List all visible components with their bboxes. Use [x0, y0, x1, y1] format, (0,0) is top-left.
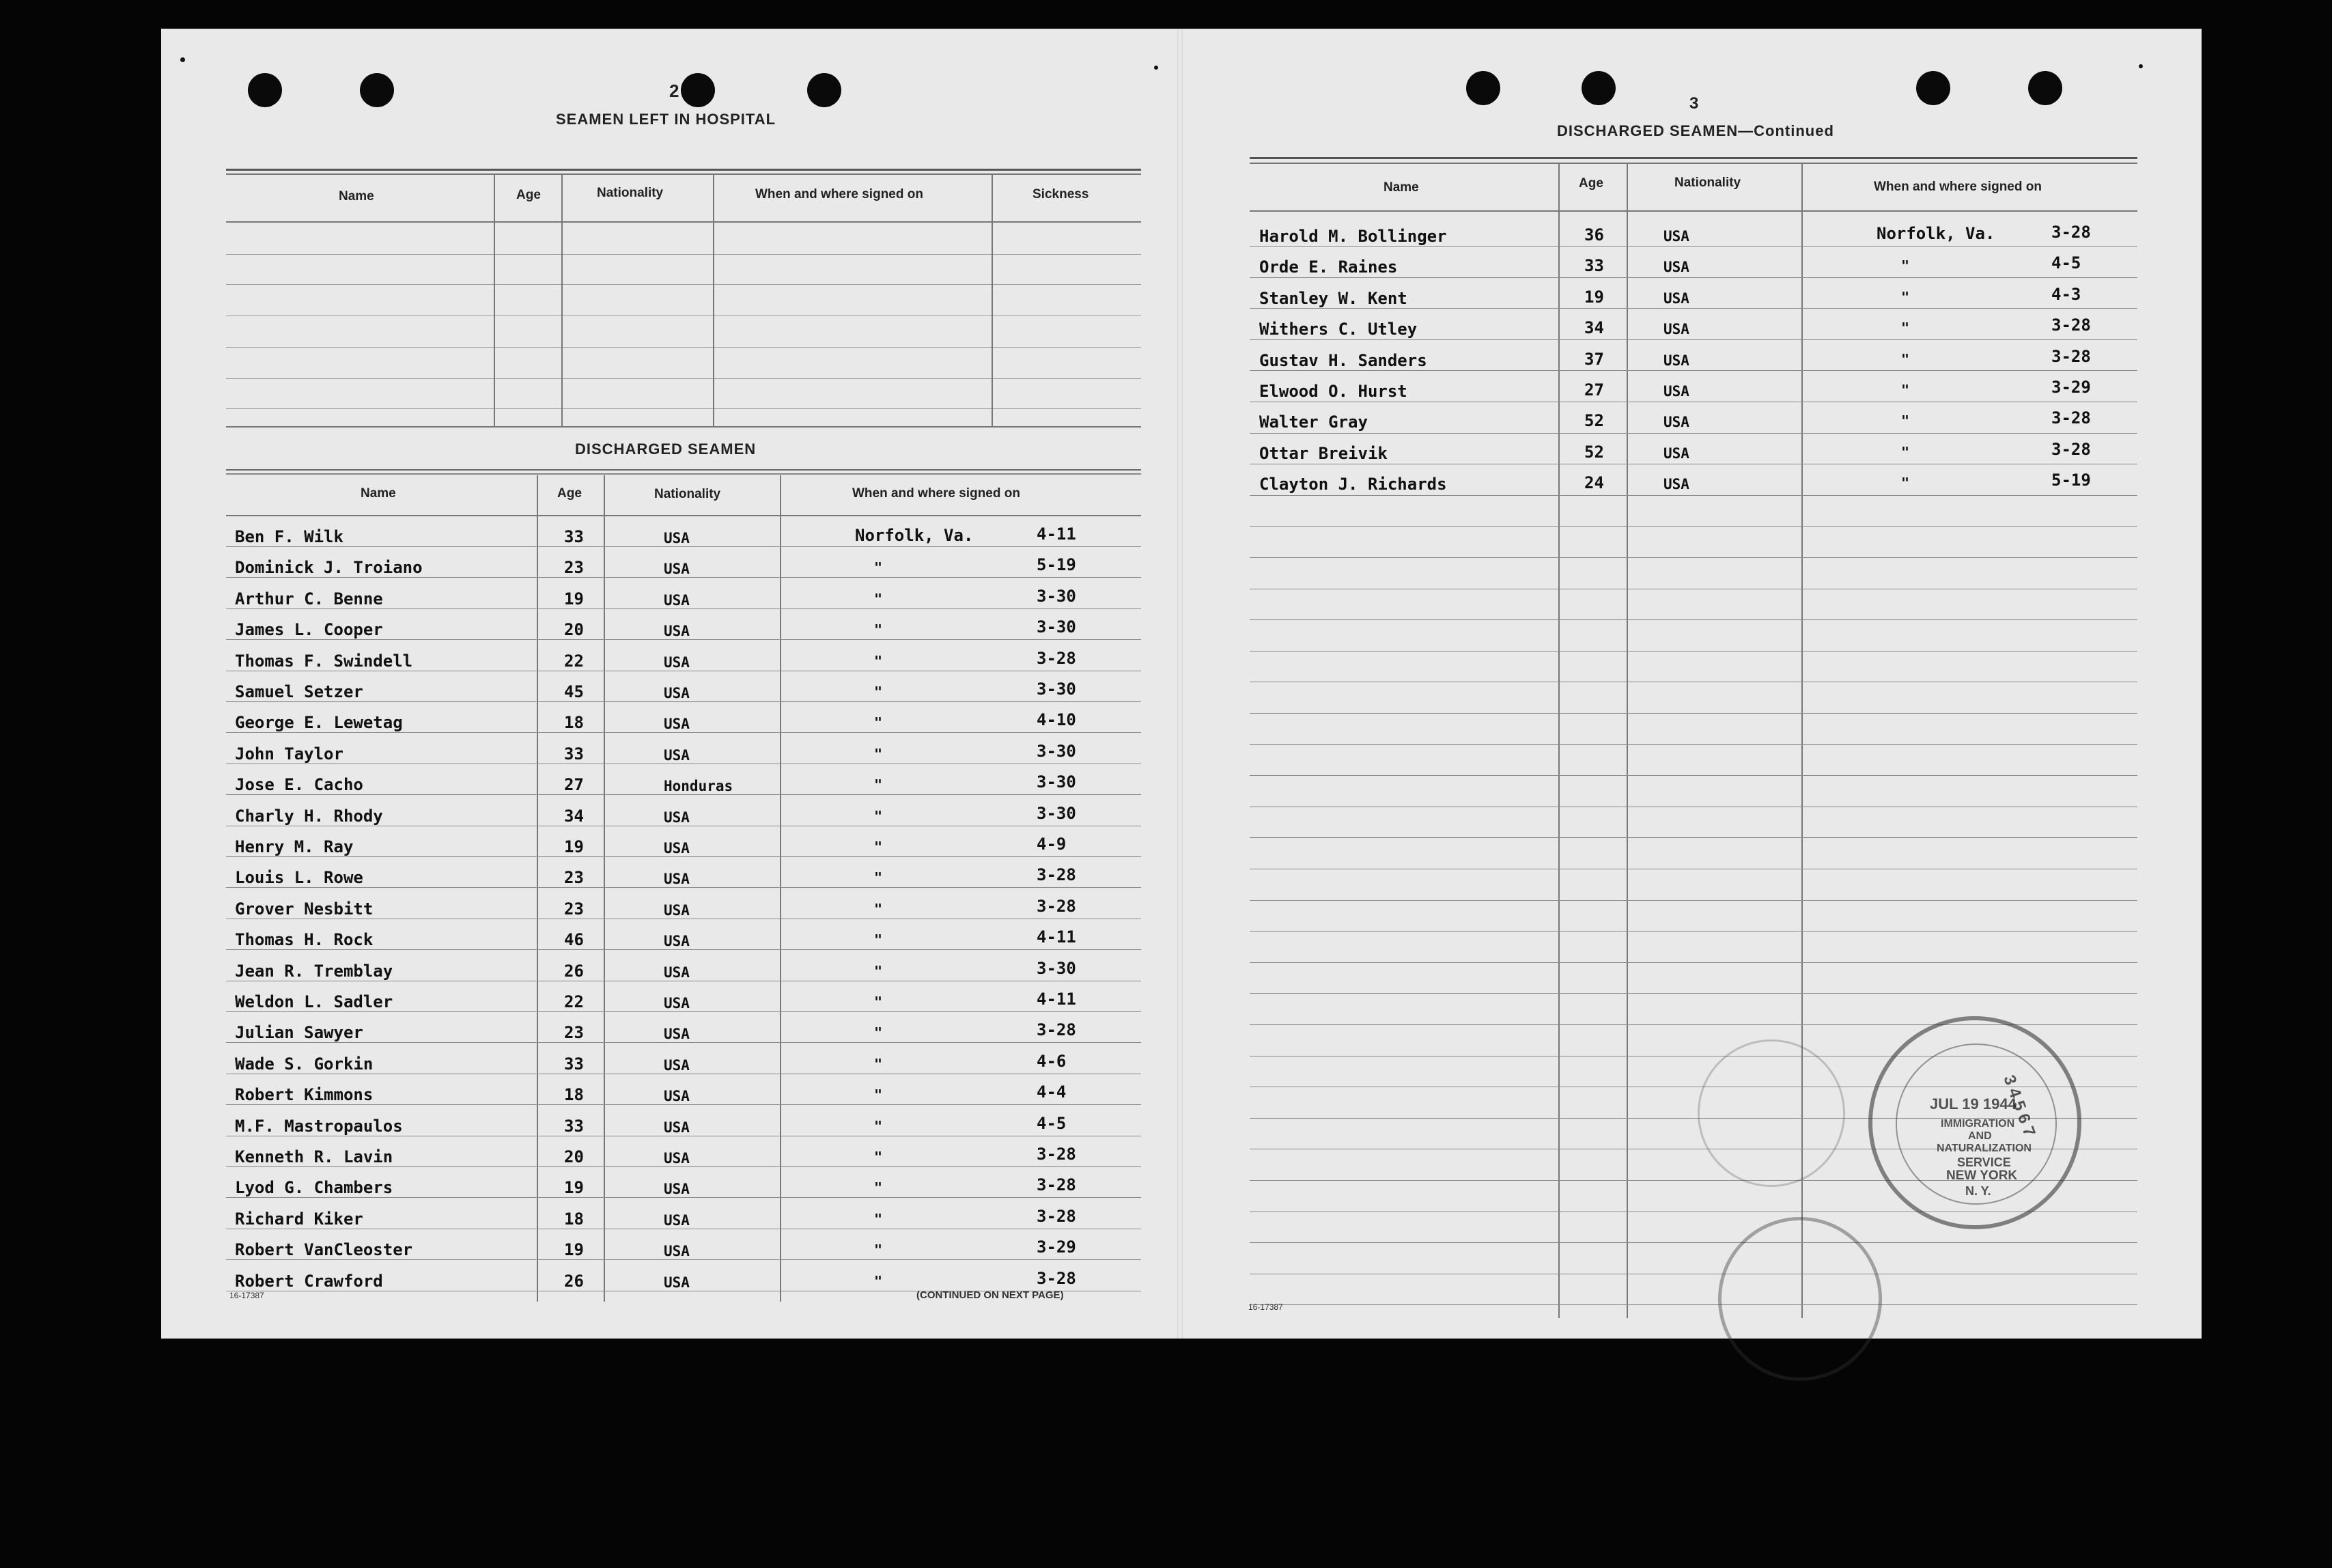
seaman-nationality: USA — [664, 809, 690, 826]
seaman-nationality: USA — [664, 1088, 690, 1104]
signed-on-date: 4-3 — [2051, 285, 2081, 304]
film-speck — [2139, 64, 2143, 68]
row-rule — [226, 887, 1141, 888]
seaman-name: Robert VanCleoster — [235, 1240, 413, 1259]
stamp-line: N. Y. — [1965, 1184, 1991, 1198]
seaman-name: Withers C. Utley — [1259, 320, 1418, 339]
row-rule — [226, 949, 1141, 950]
signed-on-date: 3-28 — [1037, 1207, 1076, 1226]
seaman-name: Thomas H. Rock — [235, 930, 374, 949]
punch-hole — [1582, 71, 1616, 105]
seaman-name: Robert Crawford — [235, 1272, 383, 1291]
film-speck — [180, 57, 185, 62]
row-rule — [226, 1042, 1141, 1043]
signed-on-date: 4-11 — [1037, 990, 1076, 1009]
stamp-line: AND — [1968, 1130, 1992, 1142]
signed-on-place: " — [874, 994, 883, 1010]
signed-on-date: 3-28 — [1037, 1269, 1076, 1288]
signed-on-date: 3-28 — [1037, 649, 1076, 668]
row-rule — [1250, 900, 2137, 901]
punch-hole — [360, 73, 394, 107]
seaman-age: 33 — [1584, 256, 1604, 275]
stamp-line: IMMIGRATION — [1941, 1118, 2015, 1130]
row-rule — [1250, 931, 2137, 932]
seaman-age: 19 — [564, 1240, 584, 1259]
signed-on-place: " — [1901, 351, 1910, 367]
hospital-col-signed-on: When and where signed on — [755, 187, 923, 201]
seaman-age: 22 — [564, 992, 584, 1011]
signed-on-place: " — [1901, 444, 1910, 460]
signed-on-place: " — [874, 1087, 883, 1103]
signed-on-place: " — [1901, 320, 1910, 336]
row-rule — [226, 577, 1141, 578]
seaman-nationality: USA — [664, 1057, 690, 1074]
seaman-name: Wade S. Gorkin — [235, 1054, 374, 1074]
row-rule — [1250, 1304, 2137, 1305]
row-rule — [1250, 339, 2137, 340]
row-rule — [1250, 246, 2137, 247]
hospital-col-age: Age — [516, 188, 541, 202]
seaman-name: Clayton J. Richards — [1259, 475, 1447, 494]
page-gutter — [1177, 29, 1183, 1339]
seaman-name: John Taylor — [235, 744, 343, 764]
row-rule — [1250, 962, 2137, 963]
seaman-nationality: USA — [664, 623, 690, 639]
punch-hole — [807, 73, 841, 107]
seaman-nationality: USA — [664, 592, 690, 608]
signed-on-date: 5-19 — [2051, 471, 2091, 490]
punch-hole — [2028, 71, 2062, 105]
signed-on-place: " — [874, 1273, 883, 1289]
signed-on-place: " — [874, 1118, 883, 1134]
row-rule — [226, 546, 1141, 547]
signed-on-date: 4-4 — [1037, 1082, 1067, 1102]
stamp-date: JUL 19 1944 — [1930, 1095, 2017, 1112]
seaman-age: 33 — [564, 1054, 584, 1074]
seaman-age: 37 — [1584, 350, 1604, 369]
continued-col-signed-on: When and where signed on — [1874, 180, 2042, 194]
seaman-name: Charly H. Rhody — [235, 807, 383, 826]
seaman-nationality: USA — [664, 1274, 690, 1291]
seaman-nationality: USA — [664, 1119, 690, 1136]
signed-on-date: 3-30 — [1037, 680, 1076, 699]
stamp-line: NEW YORK — [1946, 1168, 2018, 1183]
right-page — [1185, 29, 2202, 1339]
signed-on-date: 4-9 — [1037, 835, 1067, 854]
row-rule — [1250, 744, 2137, 745]
discharged-col-age: Age — [557, 486, 582, 501]
signed-on-place: " — [874, 1179, 883, 1196]
discharged-col-name: Name — [361, 486, 396, 501]
row-rule — [1250, 370, 2137, 371]
seaman-age: 23 — [564, 899, 584, 919]
form-number: 16-17387 — [229, 1291, 264, 1300]
seaman-nationality: USA — [664, 902, 690, 919]
signed-on-place: " — [874, 808, 883, 824]
row-rule — [1250, 837, 2137, 838]
seaman-name: M.F. Mastropaulos — [235, 1117, 403, 1136]
seaman-age: 19 — [1584, 288, 1604, 307]
seaman-name: Walter Gray — [1259, 412, 1368, 432]
signed-on-place: " — [1901, 475, 1910, 491]
hospital-col-name: Name — [339, 189, 374, 204]
seaman-age: 20 — [564, 620, 584, 639]
seaman-age: 34 — [1584, 318, 1604, 337]
signed-on-date: 3-28 — [1037, 897, 1076, 916]
signed-on-place: " — [874, 591, 883, 607]
signed-on-place: " — [874, 714, 883, 731]
seaman-nationality: USA — [1663, 321, 1689, 337]
seaman-name: Ben F. Wilk — [235, 527, 343, 546]
signed-on-place: " — [874, 1149, 883, 1165]
seaman-age: 33 — [564, 744, 584, 764]
signed-on-place: Norfolk, Va. — [855, 526, 974, 545]
row-rule — [226, 1166, 1141, 1167]
page-number: 3 — [1689, 94, 1699, 113]
seaman-nationality: USA — [664, 871, 690, 887]
signed-on-date: 3-28 — [2051, 347, 2091, 366]
signed-on-place: " — [874, 1056, 883, 1072]
film-speck — [1154, 66, 1158, 70]
signed-on-date: 3-30 — [1037, 587, 1076, 606]
seaman-nationality: USA — [664, 840, 690, 856]
row-rule — [226, 1197, 1141, 1198]
seaman-name: Grover Nesbitt — [235, 899, 374, 919]
signed-on-place: " — [874, 901, 883, 917]
discharged-col-signed-on: When and where signed on — [852, 486, 1020, 501]
seaman-nationality: USA — [664, 933, 690, 949]
signed-on-date: 4-10 — [1037, 710, 1076, 729]
punch-hole — [681, 73, 715, 107]
seaman-name: Samuel Setzer — [235, 682, 363, 701]
seaman-nationality: USA — [664, 1026, 690, 1042]
seaman-nationality: USA — [664, 654, 690, 671]
row-rule — [1250, 651, 2137, 652]
seaman-nationality: USA — [664, 747, 690, 764]
seaman-age: 18 — [564, 1085, 584, 1104]
signed-on-place: " — [874, 559, 883, 576]
discharged-heading: DISCHARGED SEAMEN — [575, 440, 757, 458]
signed-on-place: " — [874, 869, 883, 886]
hospital-col-sickness: Sickness — [1032, 187, 1089, 201]
seaman-name: Elwood O. Hurst — [1259, 382, 1407, 401]
signed-on-date: 3-28 — [2051, 316, 2091, 335]
signed-on-date: 3-30 — [1037, 959, 1076, 978]
seaman-name: Richard Kiker — [235, 1209, 363, 1229]
seaman-name: Ottar Breivik — [1259, 444, 1388, 463]
row-rule — [226, 732, 1141, 733]
seaman-name: Orde E. Raines — [1259, 257, 1398, 277]
seaman-name: Robert Kimmons — [235, 1085, 374, 1104]
row-rule — [1250, 775, 2137, 776]
seaman-name: Jean R. Tremblay — [235, 962, 393, 981]
row-rule — [1250, 495, 2137, 496]
seaman-name: James L. Cooper — [235, 620, 383, 639]
seaman-age: 23 — [564, 1023, 584, 1042]
page-number: 2 — [669, 81, 679, 101]
hospital-col-nationality: Nationality — [597, 186, 664, 200]
row-rule — [1250, 1242, 2137, 1243]
row-rule — [1250, 557, 2137, 558]
seaman-nationality: USA — [1663, 259, 1689, 275]
seaman-nationality: USA — [664, 1150, 690, 1166]
signed-on-place: " — [1901, 412, 1910, 429]
seaman-name: Thomas F. Swindell — [235, 652, 413, 671]
continued-col-age: Age — [1579, 176, 1603, 191]
continued-heading: DISCHARGED SEAMEN—Continued — [1557, 122, 1834, 139]
seaman-age: 27 — [1584, 380, 1604, 400]
stamp-line: NATURALIZATION — [1937, 1143, 2032, 1154]
signed-on-date: 3-28 — [1037, 1020, 1076, 1039]
signed-on-date: 3-28 — [1037, 865, 1076, 884]
seaman-nationality: USA — [664, 530, 690, 546]
continued-col-nationality: Nationality — [1674, 176, 1741, 190]
seaman-name: Harold M. Bollinger — [1259, 227, 1447, 246]
signed-on-place: Norfolk, Va. — [1877, 224, 1995, 243]
seaman-age: 45 — [564, 682, 584, 701]
signed-on-place: " — [874, 1024, 883, 1041]
seaman-name: Weldon L. Sadler — [235, 992, 393, 1011]
signed-on-date: 3-28 — [2051, 408, 2091, 428]
seaman-name: Stanley W. Kent — [1259, 289, 1407, 308]
row-rule — [226, 701, 1141, 702]
seaman-age: 18 — [564, 1209, 584, 1229]
signed-on-place: " — [874, 776, 883, 793]
stamp-digits: 3 4 5 6 7 — [1999, 1072, 2039, 1139]
signed-on-date: 3-30 — [1037, 617, 1076, 636]
seaman-age: 36 — [1584, 225, 1604, 244]
row-rule — [226, 794, 1141, 795]
hospital-heading: SEAMEN LEFT IN HOSPITAL — [556, 111, 776, 128]
seaman-nationality: USA — [1663, 414, 1689, 430]
seaman-age: 33 — [564, 527, 584, 546]
punch-hole — [1916, 71, 1950, 105]
signed-on-place: " — [874, 621, 883, 638]
seaman-age: 52 — [1584, 443, 1604, 462]
row-rule — [226, 856, 1141, 857]
seaman-age: 26 — [564, 1272, 584, 1291]
row-rule — [1250, 993, 2137, 994]
row-rule — [1250, 619, 2137, 620]
stamp-line: SERVICE — [1957, 1156, 2011, 1169]
signed-on-date: 4-5 — [1037, 1114, 1067, 1133]
seaman-age: 46 — [564, 930, 584, 949]
punch-hole — [248, 73, 282, 107]
seaman-nationality: USA — [1663, 476, 1689, 492]
seaman-age: 33 — [564, 1117, 584, 1136]
seaman-age: 22 — [564, 652, 584, 671]
signed-on-place: " — [1901, 382, 1910, 398]
seaman-nationality: Honduras — [664, 778, 733, 794]
signed-on-date: 3-28 — [2051, 223, 2091, 242]
signed-on-place: " — [874, 963, 883, 979]
seaman-nationality: USA — [664, 1181, 690, 1197]
signed-on-date: 4-5 — [2051, 253, 2081, 272]
seaman-name: George E. Lewetag — [235, 713, 403, 732]
continued-note: (CONTINUED ON NEXT PAGE) — [916, 1289, 1064, 1301]
signed-on-place: " — [1901, 289, 1910, 305]
signed-on-place: " — [874, 746, 883, 762]
signed-on-date: 3-30 — [1037, 742, 1076, 761]
seaman-age: 26 — [564, 962, 584, 981]
signed-on-date: 4-11 — [1037, 524, 1076, 544]
row-rule — [1250, 308, 2137, 309]
signed-on-date: 3-29 — [1037, 1237, 1076, 1257]
row-rule — [1250, 526, 2137, 527]
seaman-nationality: USA — [664, 1212, 690, 1229]
seaman-name: Dominick J. Troiano — [235, 558, 423, 577]
seaman-age: 18 — [564, 713, 584, 732]
signed-on-date: 3-30 — [1037, 772, 1076, 792]
seaman-name: Gustav H. Sanders — [1259, 351, 1427, 370]
seaman-name: Lyod G. Chambers — [235, 1178, 393, 1197]
seaman-nationality: USA — [664, 1243, 690, 1259]
signed-on-date: 3-28 — [2051, 440, 2091, 459]
seaman-nationality: USA — [1663, 445, 1689, 462]
seaman-name: Arthur C. Benne — [235, 589, 383, 608]
signed-on-date: 3-30 — [1037, 804, 1076, 823]
seaman-age: 19 — [564, 837, 584, 856]
signed-on-date: 3-28 — [1037, 1175, 1076, 1194]
signed-on-date: 4-11 — [1037, 927, 1076, 947]
seaman-nationality: USA — [1663, 228, 1689, 244]
signed-on-date: 5-19 — [1037, 555, 1076, 574]
row-rule — [226, 608, 1141, 609]
signed-on-place: " — [874, 684, 883, 700]
seaman-age: 24 — [1584, 473, 1604, 492]
seaman-age: 19 — [564, 589, 584, 608]
seaman-age: 23 — [564, 868, 584, 887]
seaman-nationality: USA — [664, 964, 690, 981]
left-page — [161, 29, 1179, 1339]
seaman-name: Louis L. Rowe — [235, 868, 363, 887]
punch-hole — [1466, 71, 1500, 105]
row-rule — [1250, 433, 2137, 434]
seaman-nationality: USA — [1663, 383, 1689, 400]
row-rule — [226, 639, 1141, 640]
seaman-nationality: USA — [1663, 352, 1689, 369]
seaman-nationality: USA — [1663, 290, 1689, 307]
row-rule — [226, 1104, 1141, 1105]
seaman-name: Julian Sawyer — [235, 1023, 363, 1042]
form-number: 16-17387 — [1248, 1302, 1283, 1312]
seaman-nationality: USA — [664, 716, 690, 732]
signed-on-place: " — [874, 839, 883, 855]
row-rule — [1250, 713, 2137, 714]
seaman-age: 19 — [564, 1178, 584, 1197]
row-rule — [1250, 277, 2137, 278]
signed-on-date: 4-6 — [1037, 1052, 1067, 1071]
row-rule — [226, 1259, 1141, 1260]
signed-on-place: " — [1901, 257, 1910, 274]
seaman-nationality: USA — [664, 561, 690, 577]
seaman-nationality: USA — [664, 995, 690, 1011]
seaman-nationality: USA — [664, 685, 690, 701]
seaman-age: 23 — [564, 558, 584, 577]
seaman-age: 20 — [564, 1147, 584, 1166]
discharged-col-nationality: Nationality — [654, 487, 721, 501]
continued-col-name: Name — [1383, 180, 1419, 195]
seaman-age: 34 — [564, 807, 584, 826]
seaman-age: 52 — [1584, 411, 1604, 430]
seaman-name: Henry M. Ray — [235, 837, 354, 856]
seaman-name: Kenneth R. Lavin — [235, 1147, 393, 1166]
signed-on-date: 3-28 — [1037, 1145, 1076, 1164]
signed-on-place: " — [874, 653, 883, 669]
signed-on-place: " — [874, 932, 883, 948]
seaman-age: 27 — [564, 775, 584, 794]
signed-on-place: " — [874, 1211, 883, 1227]
seaman-name: Jose E. Cacho — [235, 775, 363, 794]
signed-on-date: 3-29 — [2051, 378, 2091, 397]
signed-on-place: " — [874, 1242, 883, 1258]
document-sheet — [161, 29, 2202, 1339]
row-rule — [226, 1011, 1141, 1012]
